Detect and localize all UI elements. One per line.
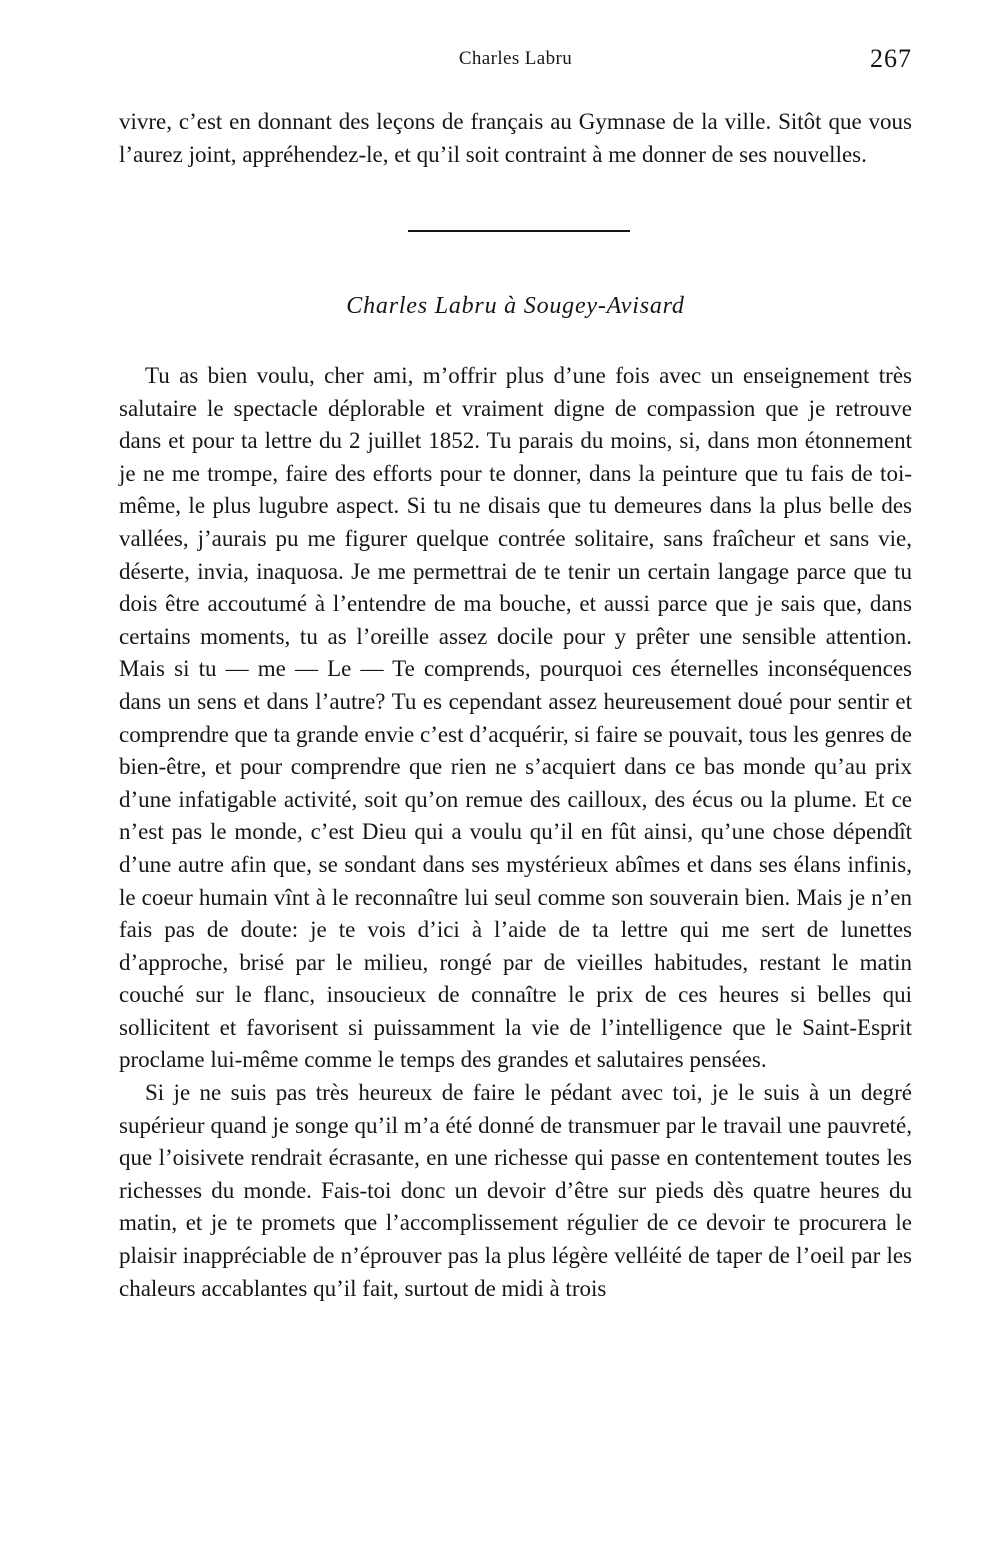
letter-paragraph-1: Tu as bien voulu, cher ami, m’offrir plus d’une fois avec un enseignement très salutaire le spectacle déplorable et vraiment digne de compassion que je retrouve dans et pour ta lettre du 2 juillet 1852. Tu parais du moins, si, dans mon étonnement je ne me trompe, faire des efforts pour te donner, dans la peinture que tu fais de toi-même, le plus lugubre aspect. Si tu ne disais que tu demeures dans la plus belle des vallées, j’aurais pu me figurer quelque contrée solitaire, sans fraîcheur et sans vie, déserte, invia, inaquosa. Je me permettrai de te tenir un certain langage parce que tu dois être accoutumé à l’entendre de ma bouche, et aussi parce que je sais que, dans certains moments, tu as l’oreille assez docile pour y prêter une sensible attention. Mais si tu — me — Le — Te comprends, pourquoi ces éternelles inconséquences dans un sens et dans l’autre? Tu es cependant assez heureusement doué pour sentir et comprendre que ta grande envie c’est d’acquérir, si faire se pouvait, tous les genres de bien-être, et pour comprendre que rien ne s’acquiert dans ce bas monde qu’au prix d’une infatigable activité, soit qu’on remue des cailloux, des écus ou la plume. Et ce n’est pas le monde, c’est Dieu qui a voulu qu’il en fût ainsi, qu’une chose dépendît d’une autre afin que, se sondant dans ses mystérieux abîmes et dans ses élans infinis, le coeur humain vînt à le reconnaître lui seul comme son souverain bien. Mais je n’en fais pas de doute: je te vois d’ici à l’aide de ta lettre qui me sert de lunettes d’approche, brisé par le milieu, rongé par de vieilles habitudes, restant le matin couché sur le flanc, insoucieux de connaître le prix de ces heures si belles qui sollicitent et favorisent si puissamment la vie de l’intelligence que le Saint-Esprit proclame lui-même comme le temps des grandes et salutaires pensées. <box>119 363 912 1073</box>
letter-body <box>119 360 912 1305</box>
letter-heading: Charles Labru à Sougey-Avisard <box>346 293 685 319</box>
section-divider <box>408 230 630 232</box>
continuation-paragraph: vivre, c’est en donnant des leçons de français au Gymnase de la ville. Sitôt que vous l’aurez joint, appréhendez-le, et qu’il soit contraint à me donner de ses nouvelles. <box>119 109 912 167</box>
running-head <box>119 44 912 78</box>
continuation-text <box>119 106 912 171</box>
running-title: Charles Labru <box>458 48 573 69</box>
letter-paragraph-2: Si je ne suis pas très heureux de faire le pédant avec toi, je le suis à un degré supérieur quand je songe qu’il m’a été donné de transmuer par le travail une pauvreté, que l’oisivete rendrait écrasante, en une richesse qui passe en contentement toutes les richesses du monde. Fais-toi donc un devoir d’être sur pieds dès quatre heures du matin, et je te promets que l’accomplissement régulier de ce devoir te procurera le plaisir inappréciable de n’éprouver pas la plus légère velléité de taper de l’oeil par les chaleurs accablantes qu’il fait, surtout de midi à trois <box>119 1080 912 1301</box>
page-number: 267 <box>870 44 912 73</box>
